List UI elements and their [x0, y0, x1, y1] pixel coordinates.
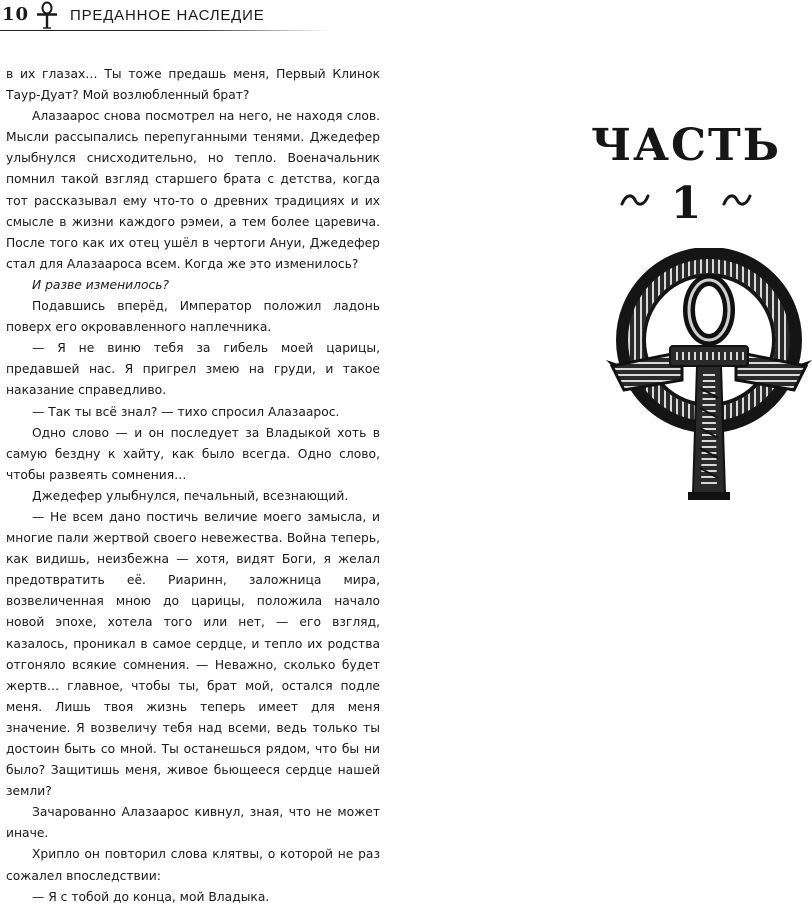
paragraph: Алазаарос снова посмотрел на него, не находя слов. Мысли рассыпались перепуганными тенями. Джедефер улыбнулся снисходительно, но тепло. Военачальник помнил такой взгляд старшего брата с детства, когда тот рассказывал ему что-то о древних традициях и их смысле в жизни каждого рэмеи, а тем более царевича. После того как их отец ушёл в чертоги Ануи, Джедефер стал для Алазаароса всем. Когда же это изменилось? [6, 109, 380, 271]
paragraph: в их глазах… Ты тоже предашь меня, Первый Клинок Таур-Дуат? Мой возлюбленный брат? [6, 67, 380, 103]
part-number: 1 [670, 178, 702, 229]
running-title: ПРЕДАННОЕ НАСЛЕДИЕ [70, 7, 265, 24]
ankh-icon [34, 1, 60, 29]
paragraph: Подавшись вперёд, Император положил ладонь поверх его окровавленного наплечника. [6, 299, 380, 335]
page-header [0, 0, 330, 34]
paragraph: И разве изменилось? [32, 277, 170, 292]
tilde-ornament-icon [722, 192, 752, 208]
paragraph: Хрипло он повторил слова клятвы, о которой не раз сожалел впоследствии: [6, 847, 380, 883]
body-text [6, 64, 380, 908]
part-title-page [560, 100, 812, 648]
part-number-row [560, 178, 812, 229]
part-title: ЧАСТЬ [590, 120, 782, 171]
paragraph: — Я не виню тебя за гибель моей царицы, предавшей нас. Я пригрел змею на груди, и такое наказание справедливо. [6, 341, 380, 398]
paragraph: — Я с тобой до конца, мой Владыка. [32, 889, 270, 904]
paragraph: Джедефер улыбнулся, печальный, всезнающий. [32, 488, 349, 503]
header-rule [0, 30, 330, 31]
paragraph: — Не всем дано постичь величие моего замысла, и многие пали жертвой своего невежества. Война теперь, как видишь, неизбежна — хотя, видят Боги, я желал предотвратить её. Риаринн, заложница мира, возвеличенная мною до царицы, положила начало новой эпохе, хотела того или нет, — его взгляд, казалось, проникал в самое сердце, и тепло их родства отгоняло всякие сомнения. — Неважно, сколько будет жертв… главное, чтобы ты, брат мой, остался подле меня. Лишь твоя жизнь теперь имеет для меня значение. Я возвеличу тебя над всеми, ведь только ты достоин быть со мной. Ты останешься рядом, что бы ни было? Защитишь меня, живое бьющееся сердце нашей земли? [6, 509, 380, 799]
paragraph: — Так ты всё знал? — тихо спросил Алазаарос. [32, 404, 340, 419]
ankh-emblem-icon [604, 248, 812, 508]
page-number: 10 [2, 4, 30, 25]
paragraph: Зачарованно Алазаарос кивнул, зная, что не может иначе. [6, 805, 380, 841]
paragraph: Одно слово — и он последует за Владыкой хоть в самую бездну к хайту, как было всегда. Одно слово, чтобы развеять сомнения… [6, 425, 380, 482]
